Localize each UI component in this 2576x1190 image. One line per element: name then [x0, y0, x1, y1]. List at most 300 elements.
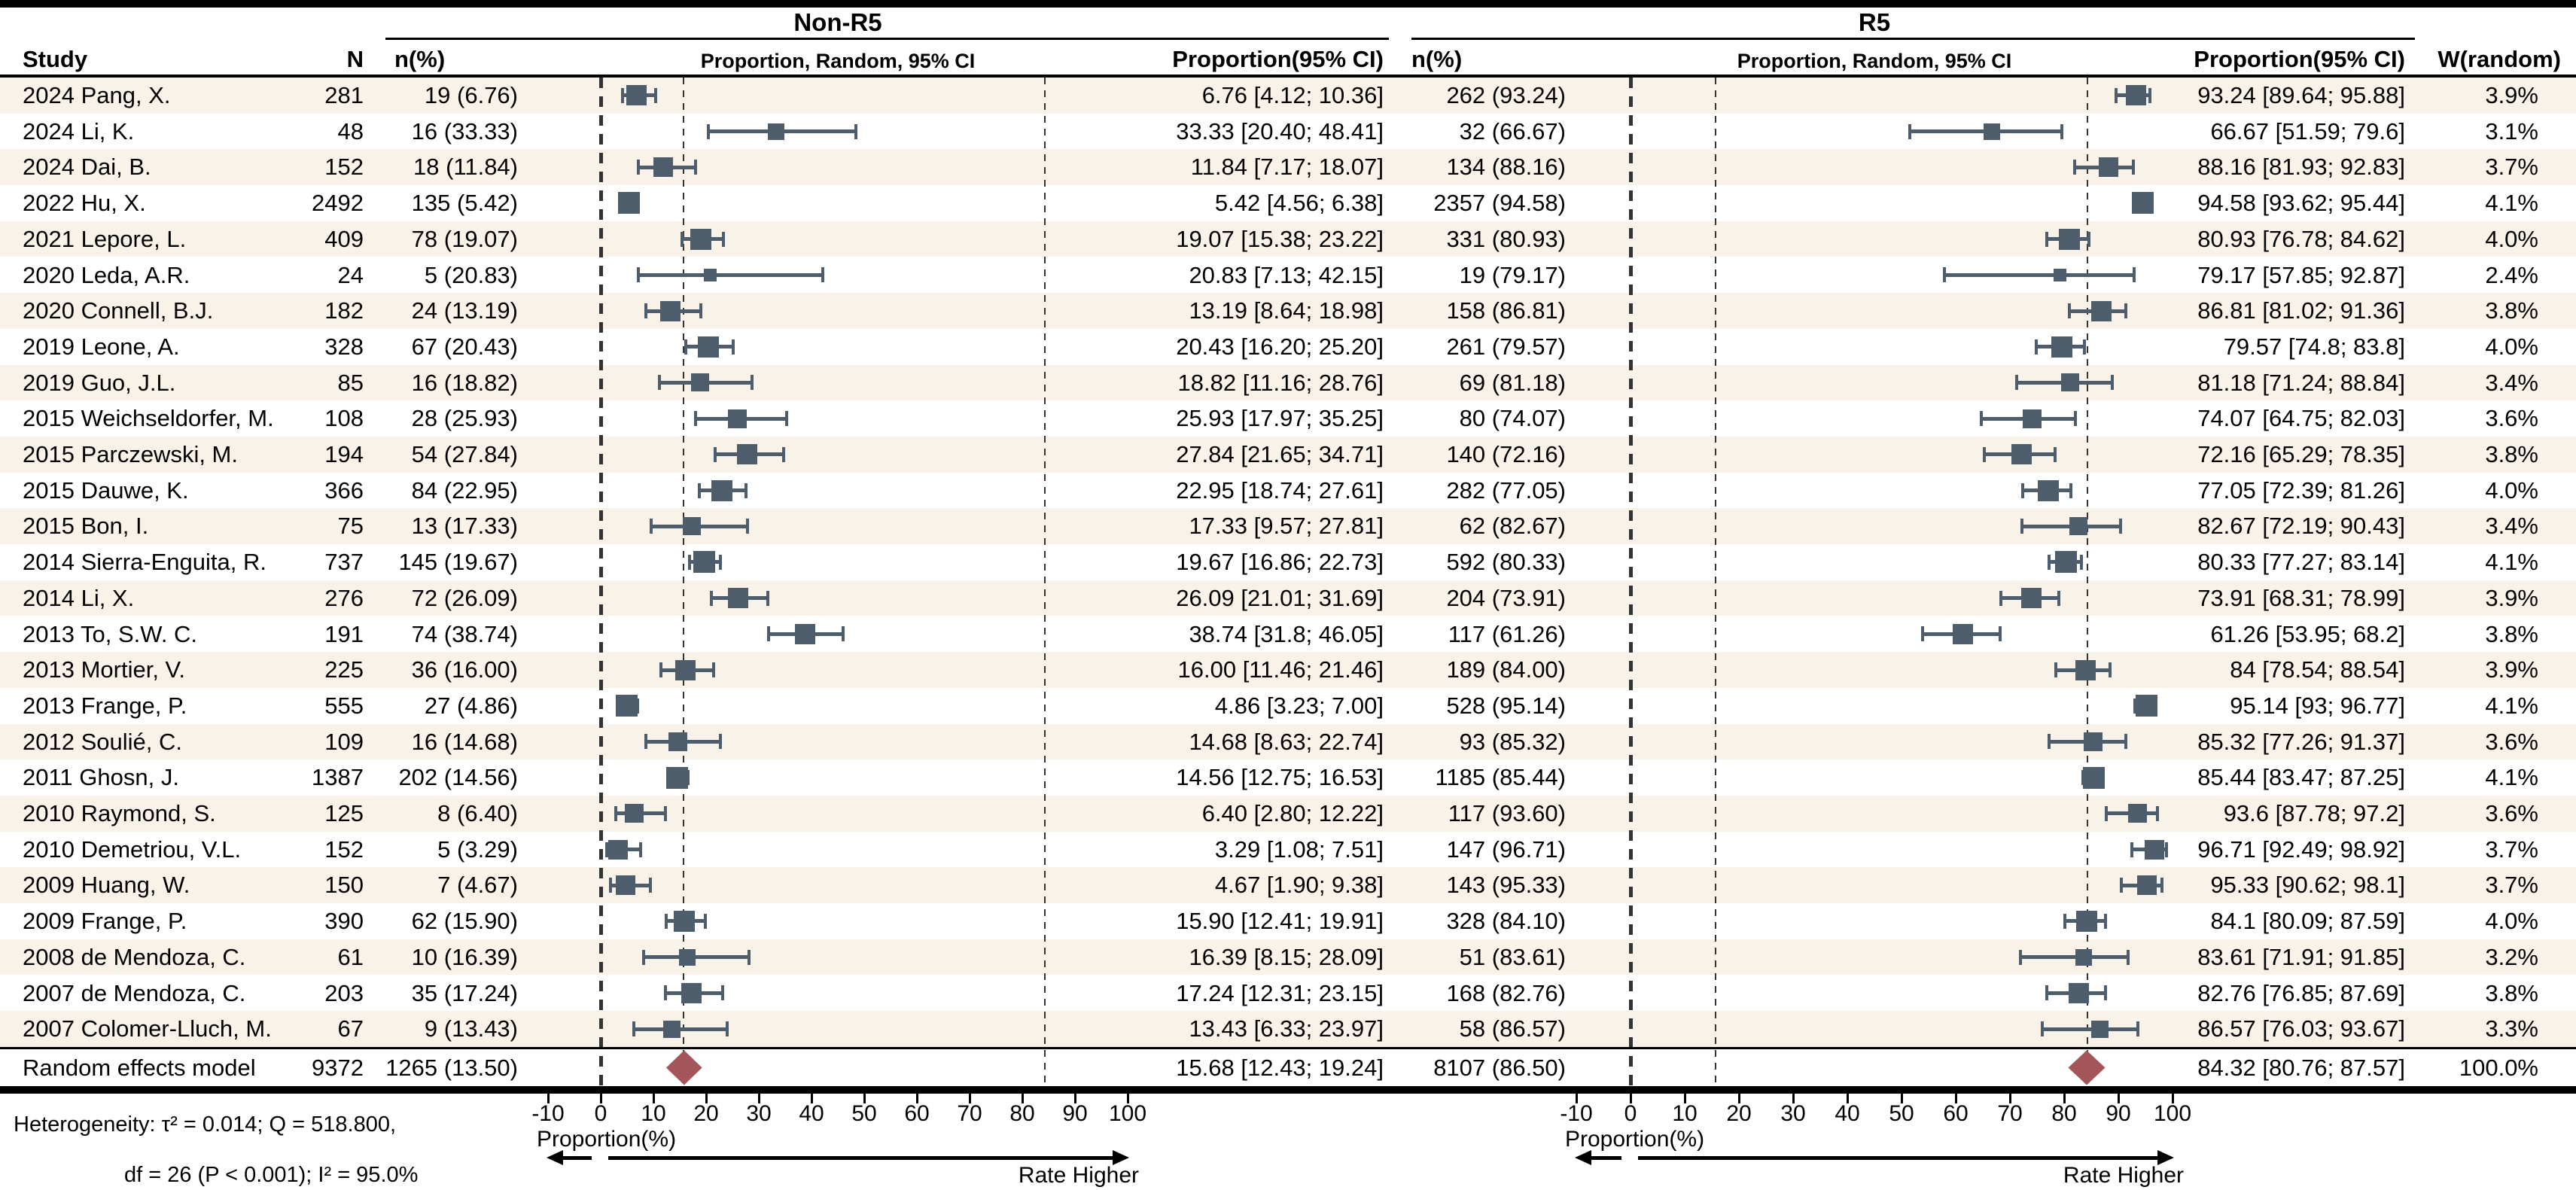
- study-cell: 2019 Leone, A.: [23, 333, 180, 360]
- ci-cap-left: [698, 483, 701, 498]
- axis-tick-label: 30: [1780, 1101, 1806, 1126]
- weight-cell: 3.3%: [2485, 1015, 2538, 1042]
- r5-npct-cell: 117 (61.26): [1448, 620, 1566, 647]
- r5-ci-cell: 79.17 [57.85; 92.87]: [2197, 261, 2405, 288]
- study-cell: 2024 Li, K.: [23, 117, 135, 145]
- r5-npct-cell: 134 (88.16): [1446, 154, 1566, 181]
- ci-cap-left: [637, 267, 640, 282]
- group1-title: Non-R5: [793, 8, 882, 36]
- axis-tick-label: 20: [1726, 1101, 1752, 1126]
- ci-cap-right: [649, 878, 652, 893]
- r5-npct-cell: 93 (85.32): [1459, 728, 1566, 755]
- pooled-diamond: [2068, 1051, 2105, 1085]
- point-estimate-marker: [698, 336, 719, 358]
- study-cell: 2007 de Mendoza, C.: [23, 979, 246, 1006]
- r5-npct-cell: 58 (86.57): [1459, 1015, 1566, 1042]
- n-cell: 9372: [312, 1055, 364, 1081]
- weight-cell: 3.8%: [2485, 979, 2538, 1006]
- nonr5-ci-cell: 13.43 [6.33; 23.97]: [1189, 1015, 1384, 1042]
- ci-cap-right: [654, 88, 657, 103]
- axis-label-proportion-g2: Proportion(%): [1565, 1127, 1705, 1152]
- ci-cap-left: [2015, 375, 2018, 390]
- axis-tick-label: 80: [2051, 1101, 2077, 1126]
- nonr5-ci-cell: 26.09 [21.01; 31.69]: [1176, 584, 1384, 611]
- r5-npct-cell: 261 (79.57): [1446, 333, 1566, 360]
- ci-cap-right: [721, 985, 724, 1000]
- ci-cap-left: [681, 232, 684, 247]
- point-estimate-marker: [2023, 409, 2042, 428]
- point-estimate-marker: [1984, 123, 2000, 140]
- rate-higher-label-g1: Rate Higher: [1018, 1163, 1139, 1188]
- r5-npct-cell: 168 (82.76): [1446, 979, 1566, 1006]
- ci-cap-left: [1943, 267, 1946, 282]
- ci-cap-left: [2020, 519, 2023, 534]
- point-estimate-marker: [691, 373, 709, 391]
- nonr5-ci-cell: 15.90 [12.41; 19.91]: [1176, 908, 1384, 935]
- ci-cap-left: [1999, 591, 2002, 606]
- axis-tick-label: 90: [1062, 1101, 1088, 1126]
- r5-ci-cell: 80.33 [77.27; 83.14]: [2197, 549, 2405, 576]
- n-cell: 85: [337, 369, 364, 396]
- r5-npct-cell: 147 (96.71): [1446, 835, 1566, 863]
- r5-ci-cell: 93.24 [89.64; 95.88]: [2197, 82, 2405, 108]
- point-estimate-marker: [728, 588, 748, 608]
- weight-column-header: W(random): [2437, 46, 2561, 72]
- ci-cap-right: [2054, 447, 2057, 462]
- axis-tick-label: 70: [957, 1101, 982, 1126]
- bottom-rule: [0, 1086, 2576, 1094]
- ci-cap-right: [704, 914, 707, 929]
- point-estimate-marker: [2061, 373, 2079, 391]
- r5-ci-cell: 86.57 [76.03; 93.67]: [2197, 1015, 2405, 1042]
- axis-tick-label: 10: [641, 1101, 666, 1126]
- study-column-header: Study: [23, 46, 88, 72]
- ci-cap-left: [2048, 734, 2051, 749]
- ci-cap-right: [2057, 591, 2060, 606]
- ci-cap-right: [2069, 483, 2072, 498]
- ci-cap-left: [2019, 950, 2022, 965]
- nonr5-ci-cell: 38.74 [31.8; 46.05]: [1189, 620, 1384, 647]
- point-estimate-marker: [681, 983, 702, 1003]
- ci-cap-right: [664, 806, 667, 821]
- ci-cap-right: [726, 1021, 729, 1036]
- axis-arrow-left-head: [1575, 1150, 1591, 1165]
- study-cell: 2012 Soulié, C.: [23, 728, 182, 755]
- reference-line: [683, 78, 685, 1086]
- axis-label-proportion-g1: Proportion(%): [537, 1127, 677, 1152]
- point-estimate-marker: [2011, 444, 2032, 464]
- nonr5-npct-cell: 8 (6.40): [437, 800, 518, 826]
- n-cell: 737: [324, 549, 364, 576]
- weight-cell: 3.8%: [2485, 620, 2538, 647]
- r5-npct-cell: 62 (82.67): [1459, 513, 1566, 540]
- r5-ci-cell: 81.18 [71.24; 88.84]: [2197, 369, 2405, 396]
- point-estimate-marker: [666, 767, 688, 789]
- reference-line: [1044, 78, 1046, 1086]
- r5-ci-cell: 84.1 [80.09; 87.59]: [2210, 908, 2405, 935]
- point-estimate-marker: [2069, 517, 2087, 535]
- weight-cell: 3.1%: [2485, 117, 2538, 145]
- r5-npct-cell: 1185 (85.44): [1435, 764, 1566, 791]
- n-cell: 109: [324, 728, 364, 755]
- ci-cap-right: [694, 160, 697, 175]
- point-estimate-marker: [616, 875, 635, 895]
- nonr5-ci-cell: 4.86 [3.23; 7.00]: [1214, 692, 1384, 719]
- nonr5-npct-cell: 84 (22.95): [411, 476, 518, 504]
- point-estimate-marker: [690, 229, 711, 250]
- nonr5-ci-cell: 5.42 [4.56; 6.38]: [1214, 190, 1384, 217]
- n-cell: 225: [324, 656, 364, 683]
- axis-tick-label: 40: [1835, 1101, 1860, 1126]
- axis-tick-label: 70: [1997, 1101, 2023, 1126]
- axis-tick-label: 50: [851, 1101, 877, 1126]
- ci-cap-left: [658, 375, 661, 390]
- ci-cap-left: [707, 124, 710, 139]
- ci-cap-right: [2087, 232, 2090, 247]
- reference-line: [599, 78, 603, 1086]
- r5-ci-cell: 79.57 [74.8; 83.8]: [2223, 333, 2405, 360]
- axis-tick-label: 60: [1943, 1101, 1969, 1126]
- ci-cap-left: [642, 950, 645, 965]
- point-estimate-marker: [2059, 229, 2080, 250]
- nonr5-npct-cell: 5 (3.29): [437, 835, 518, 863]
- ci-cap-right: [732, 339, 735, 355]
- nonr5-ci-cell: 17.33 [9.57; 27.81]: [1189, 513, 1384, 540]
- ci-cap-right: [744, 483, 748, 498]
- n-column-header: N: [346, 46, 364, 72]
- point-estimate-marker: [2051, 336, 2072, 358]
- point-estimate-marker: [2069, 983, 2089, 1003]
- ci-cap-left: [605, 842, 608, 857]
- point-estimate-marker: [660, 301, 681, 321]
- ci-cap-left: [2054, 662, 2057, 677]
- nonr5-ci-cell: 20.43 [16.20; 25.20]: [1176, 333, 1384, 360]
- point-estimate-marker: [737, 444, 757, 464]
- study-cell: 2011 Ghosn, J.: [23, 764, 179, 791]
- point-estimate-marker: [668, 732, 687, 751]
- point-estimate-marker: [768, 123, 784, 140]
- ci-cap-left: [1908, 124, 1911, 139]
- nonr5-ci-cell: 4.67 [1.90; 9.38]: [1214, 872, 1384, 899]
- r5-npct-cell: 80 (74.07): [1459, 405, 1566, 432]
- ci-cap-left: [621, 88, 624, 103]
- weight-cell: 100.0%: [2459, 1055, 2538, 1081]
- ci-line: [644, 955, 749, 959]
- n-cell: 125: [324, 800, 364, 826]
- study-cell: 2010 Demetriou, V.L.: [23, 835, 242, 863]
- heterogeneity-line2: df = 26 (P < 0.001); I² = 95.0%: [124, 1163, 419, 1187]
- heterogeneity-line1: Heterogeneity: τ² = 0.014; Q = 518.800,: [14, 1112, 397, 1137]
- r5-ci-cell: 77.05 [72.39; 81.26]: [2197, 476, 2405, 504]
- n-cell: 1387: [312, 764, 364, 791]
- ci-cap-left: [2021, 483, 2024, 498]
- reference-line: [1629, 78, 1633, 1086]
- weight-cell: 4.1%: [2485, 692, 2538, 719]
- n-cell: 150: [324, 872, 364, 899]
- point-estimate-marker: [618, 192, 640, 214]
- r5-ci-cell: 72.16 [65.29; 78.35]: [2197, 441, 2405, 467]
- point-estimate-marker: [675, 660, 696, 680]
- weight-cell: 3.9%: [2485, 656, 2538, 683]
- ci-cap-right: [785, 411, 788, 426]
- r5-npct-cell: 32 (66.67): [1459, 117, 1566, 145]
- nonr5-npct-cell: 28 (25.93): [411, 405, 518, 432]
- r5-npct-cell: 158 (86.81): [1446, 297, 1566, 324]
- ci-cap-left: [614, 806, 617, 821]
- nonr5-npct-cell: 202 (14.56): [398, 764, 518, 791]
- n-cell: 203: [324, 979, 364, 1006]
- n-cell: 2492: [312, 190, 364, 217]
- nonr5-npct-cell: 16 (33.33): [411, 117, 518, 145]
- pooled-top-rule: [0, 1047, 2576, 1049]
- nonr5-npct-cell: 135 (5.42): [411, 190, 518, 217]
- r5-ci-cell: 85.44 [83.47; 87.25]: [2197, 764, 2405, 791]
- ci-cap-left: [2063, 914, 2066, 929]
- ci-cap-left: [710, 591, 713, 606]
- point-estimate-marker: [2076, 911, 2097, 932]
- axis-arrow-left-line: [1591, 1156, 1621, 1160]
- n-cell: 555: [324, 692, 364, 719]
- study-cell: 2010 Raymond, S.: [23, 800, 216, 826]
- weight-cell: 3.7%: [2485, 154, 2538, 181]
- group2-title: R5: [1858, 8, 1891, 36]
- weight-cell: 4.0%: [2485, 908, 2538, 935]
- group1-plot-header: Proportion, Random, 95% CI: [700, 50, 976, 72]
- ci-cap-left: [1983, 447, 1986, 462]
- study-cell: 2007 Colomer-Lluch, M.: [23, 1015, 272, 1042]
- n-cell: 281: [324, 82, 364, 108]
- nonr5-ci-cell: 19.07 [15.38; 23.22]: [1176, 225, 1384, 252]
- r5-npct-cell: 282 (77.05): [1446, 476, 1566, 504]
- group2-npct-header: n(%): [1411, 46, 1463, 72]
- study-cell: 2009 Frange, P.: [23, 908, 187, 935]
- weight-cell: 3.4%: [2485, 513, 2538, 540]
- point-estimate-marker: [693, 551, 715, 573]
- ci-cap-right: [751, 375, 754, 390]
- r5-ci-cell: 80.93 [76.78; 84.62]: [2197, 225, 2405, 252]
- ci-cap-left: [688, 555, 691, 570]
- study-cell: 2015 Parczewski, M.: [23, 441, 238, 467]
- nonr5-npct-cell: 7 (4.67): [437, 872, 518, 899]
- nonr5-npct-cell: 54 (27.84): [411, 441, 518, 467]
- weight-cell: 4.0%: [2485, 333, 2538, 360]
- r5-npct-cell: 331 (80.93): [1446, 225, 1566, 252]
- axis-tick-label: -10: [531, 1101, 565, 1126]
- ci-cap-left: [1921, 626, 1924, 641]
- group2-plot-header: Proportion, Random, 95% CI: [1737, 50, 2012, 72]
- axis-tick-label: 90: [2106, 1101, 2131, 1126]
- nonr5-npct-cell: 78 (19.07): [411, 225, 518, 252]
- nonr5-npct-cell: 18 (11.84): [413, 154, 518, 181]
- reference-line: [2087, 78, 2089, 1086]
- point-estimate-marker: [2075, 949, 2092, 966]
- ci-cap-left: [644, 734, 647, 749]
- group2-underline: [1411, 38, 2415, 40]
- point-estimate-marker: [653, 157, 673, 177]
- nonr5-npct-cell: 5 (20.83): [424, 261, 518, 288]
- nonr5-ci-cell: 33.33 [20.40; 48.41]: [1176, 117, 1384, 145]
- nonr5-npct-cell: 72 (26.09): [411, 584, 518, 611]
- nonr5-ci-cell: 20.83 [7.13; 42.15]: [1189, 261, 1384, 288]
- nonr5-ci-cell: 13.19 [8.64; 18.98]: [1189, 297, 1384, 324]
- weight-cell: 3.8%: [2485, 441, 2538, 467]
- nonr5-ci-cell: 19.67 [16.86; 22.73]: [1176, 549, 1384, 576]
- ci-cap-left: [767, 626, 770, 641]
- n-cell: 191: [324, 620, 364, 647]
- point-estimate-marker: [711, 480, 732, 501]
- ci-cap-left: [684, 339, 687, 355]
- r5-npct-cell: 8107 (86.50): [1433, 1055, 1566, 1081]
- weight-cell: 4.1%: [2485, 190, 2538, 217]
- nonr5-npct-cell: 74 (38.74): [411, 620, 518, 647]
- axis-tick-label: 10: [1672, 1101, 1698, 1126]
- nonr5-ci-cell: 17.24 [12.31; 23.15]: [1176, 979, 1384, 1006]
- ci-cap-right: [782, 447, 785, 462]
- pooled-diamond: [666, 1051, 702, 1085]
- axis-arrow-right-line: [1638, 1156, 2157, 1160]
- weight-cell: 3.6%: [2485, 405, 2538, 432]
- n-cell: 67: [337, 1015, 364, 1042]
- header-rule: [0, 75, 2576, 78]
- study-cell: 2013 Mortier, V.: [23, 656, 185, 683]
- weight-cell: 3.9%: [2485, 584, 2538, 611]
- ci-cap-right: [722, 232, 725, 247]
- r5-npct-cell: 69 (81.18): [1459, 369, 1566, 396]
- nonr5-npct-cell: 16 (18.82): [411, 369, 518, 396]
- ci-cap-left: [1980, 411, 1983, 426]
- nonr5-npct-cell: 9 (13.43): [424, 1015, 518, 1042]
- nonr5-ci-cell: 16.39 [8.15; 28.09]: [1189, 943, 1384, 970]
- study-cell: 2024 Dai, B.: [23, 154, 151, 181]
- axis-tick-label: 0: [594, 1101, 607, 1126]
- n-cell: 24: [337, 261, 364, 288]
- axis-arrow-left-head: [547, 1150, 563, 1165]
- study-cell: 2024 Pang, X.: [23, 82, 171, 108]
- ci-cap-right: [719, 555, 722, 570]
- r5-ci-cell: 73.91 [68.31; 78.99]: [2197, 584, 2405, 611]
- study-cell: 2015 Weichseldorfer, M.: [23, 405, 274, 432]
- nonr5-npct-cell: 27 (4.86): [424, 692, 518, 719]
- nonr5-ci-cell: 6.40 [2.80; 12.22]: [1201, 800, 1384, 826]
- ci-cap-right: [854, 124, 857, 139]
- ci-cap-right: [821, 267, 824, 282]
- ci-cap-left: [2068, 303, 2071, 318]
- nonr5-npct-cell: 1265 (13.50): [385, 1055, 518, 1081]
- r5-npct-cell: 262 (93.24): [1446, 82, 1566, 108]
- n-cell: 409: [324, 225, 364, 252]
- group1-npct-header: n(%): [394, 46, 446, 72]
- axis-tick-label: 100: [1108, 1101, 1147, 1126]
- ci-cap-right: [2083, 339, 2086, 355]
- r5-npct-cell: 189 (84.00): [1446, 656, 1566, 683]
- group1-underline: [385, 38, 1389, 40]
- axis-tick-label: 80: [1009, 1101, 1035, 1126]
- n-cell: 276: [324, 584, 364, 611]
- study-cell: 2021 Lepore, L.: [23, 225, 187, 252]
- nonr5-npct-cell: 10 (16.39): [411, 943, 518, 970]
- point-estimate-marker: [2055, 551, 2077, 573]
- point-estimate-marker: [679, 949, 696, 966]
- point-estimate-marker: [626, 85, 647, 105]
- weight-cell: 2.4%: [2485, 261, 2538, 288]
- study-cell: 2019 Guo, J.L.: [23, 369, 176, 396]
- point-estimate-marker: [2038, 480, 2059, 501]
- study-cell: 2009 Huang, W.: [23, 872, 190, 899]
- axis-tick-label: 40: [799, 1101, 824, 1126]
- n-cell: 75: [337, 513, 364, 540]
- point-estimate-marker: [704, 269, 717, 282]
- weight-cell: 3.2%: [2485, 943, 2538, 970]
- weight-cell: 4.0%: [2485, 225, 2538, 252]
- group1-ci-header: Proportion(95% CI): [1172, 46, 1384, 72]
- n-cell: 366: [324, 476, 364, 504]
- study-cell: 2020 Connell, B.J.: [23, 297, 214, 324]
- ci-line: [638, 273, 823, 277]
- axis-tick-label: 0: [1624, 1101, 1637, 1126]
- weight-cell: 3.7%: [2485, 872, 2538, 899]
- ci-cap-left: [665, 914, 668, 929]
- r5-ci-cell: 74.07 [64.75; 82.03]: [2197, 405, 2405, 432]
- n-cell: 328: [324, 333, 364, 360]
- ci-cap-right: [766, 591, 769, 606]
- ci-cap-right: [748, 950, 751, 965]
- top-rule: [0, 0, 2576, 8]
- n-cell: 108: [324, 405, 364, 432]
- ci-cap-left: [637, 160, 640, 175]
- r5-ci-cell: 93.6 [87.78; 97.2]: [2223, 800, 2405, 826]
- ci-cap-left: [659, 662, 662, 677]
- study-cell: 2014 Sierra-Enguita, R.: [23, 549, 266, 576]
- point-estimate-marker: [2054, 269, 2066, 282]
- group2-ci-header: Proportion(95% CI): [2194, 46, 2405, 72]
- study-cell: 2013 To, S.W. C.: [23, 620, 198, 647]
- weight-cell: 4.1%: [2485, 764, 2538, 791]
- n-cell: 48: [337, 117, 364, 145]
- n-cell: 152: [324, 835, 364, 863]
- nonr5-npct-cell: 16 (14.68): [411, 728, 518, 755]
- r5-npct-cell: 140 (72.16): [1446, 441, 1566, 467]
- axis-arrow-left-line: [563, 1156, 592, 1160]
- r5-ci-cell: 66.67 [51.59; 79.6]: [2210, 117, 2405, 145]
- point-estimate-marker: [663, 1021, 681, 1038]
- point-estimate-marker: [728, 409, 747, 428]
- nonr5-ci-cell: 18.82 [11.16; 28.76]: [1177, 369, 1384, 396]
- ci-cap-left: [2045, 985, 2048, 1000]
- ci-cap-right: [2074, 411, 2077, 426]
- r5-npct-cell: 328 (84.10): [1446, 908, 1566, 935]
- weight-cell: 3.6%: [2485, 728, 2538, 755]
- r5-npct-cell: 117 (93.60): [1448, 800, 1566, 826]
- nonr5-npct-cell: 62 (15.90): [411, 908, 518, 935]
- ci-cap-left: [664, 985, 667, 1000]
- study-cell: 2013 Frange, P.: [23, 692, 187, 719]
- r5-npct-cell: 204 (73.91): [1446, 584, 1566, 611]
- r5-ci-cell: 86.81 [81.02; 91.36]: [2197, 297, 2405, 324]
- point-estimate-marker: [1953, 624, 1973, 644]
- axis-tick-label: 60: [904, 1101, 930, 1126]
- r5-npct-cell: 592 (80.33): [1446, 549, 1566, 576]
- n-cell: 61: [337, 943, 364, 970]
- r5-ci-cell: 82.67 [72.19; 90.43]: [2197, 513, 2405, 540]
- point-estimate-marker: [2021, 588, 2042, 608]
- r5-ci-cell: 84 [78.54; 88.54]: [2230, 656, 2405, 683]
- nonr5-ci-cell: 3.29 [1.08; 7.51]: [1214, 835, 1384, 863]
- axis-arrow-right-head: [2157, 1150, 2174, 1165]
- r5-ci-cell: 94.58 [93.62; 95.44]: [2197, 190, 2405, 217]
- point-estimate-marker: [683, 517, 701, 535]
- point-estimate-marker: [2084, 732, 2103, 751]
- n-cell: 152: [324, 154, 364, 181]
